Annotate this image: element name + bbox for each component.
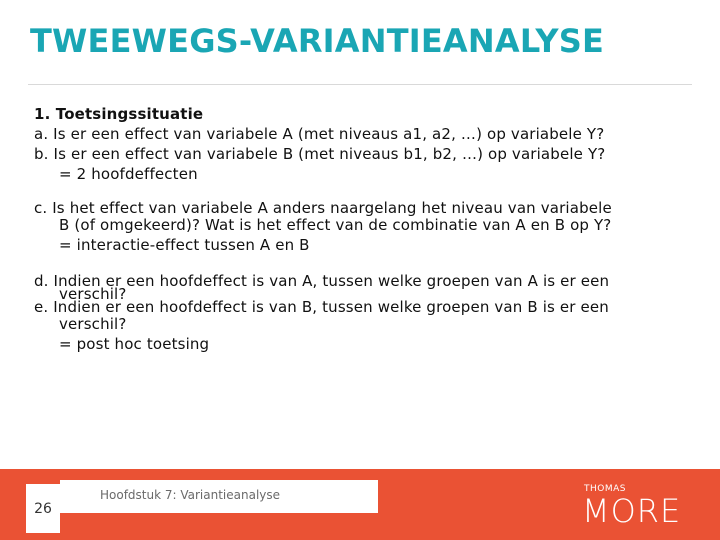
question-d-line1: d. Indien er een hoofdeffect is van A, tussen welke groepen van A is er een [34,272,610,290]
interaction-effect-note: = interactie-effect tussen A en B [59,236,310,254]
post-hoc-note: = post hoc toetsing [59,335,210,353]
section-heading: 1. Toetsingssituatie [34,105,204,123]
question-e-line2: verschil? [59,315,127,333]
title-divider [28,84,692,85]
slide-body [34,104,684,354]
logo-top-text: THOMAS [584,484,626,494]
question-b: b. Is er een effect van variabele B (met niveaus b1, b2, …) op variabele Y? [34,145,606,163]
slide-title: TWEEWEGS-VARIANTIEANALYSE [30,22,605,60]
main-effects-note: = 2 hoofdeffecten [59,165,198,183]
thomas-more-logo [578,484,690,530]
question-c-line2: B (of omgekeerd)? Wat is het effect van de combinatie van A en B op Y? [59,216,612,234]
question-a: a. Is er een effect van variabele A (met niveaus a1, a2, …) op variabele Y? [34,125,605,143]
footer-chapter-label: Hoofdstuk 7: Variantieanalyse [100,488,281,502]
logo-main-text: MORE [582,492,682,530]
question-c-line1: c. Is het effect van variabele A anders naargelang het niveau van variabele [34,199,612,217]
page-number: 26 [34,501,52,517]
question-e-line1: e. Indien er een hoofdeffect is van B, tussen welke groepen van B is er een [34,298,609,316]
question-d-line2: verschil? [59,285,127,303]
